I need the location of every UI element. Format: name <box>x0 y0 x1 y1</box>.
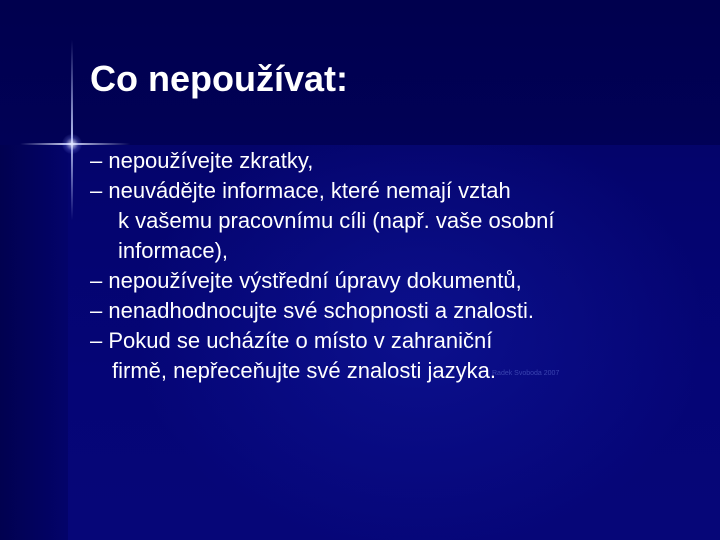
watermark: Radek Svoboda 2007 <box>492 370 560 377</box>
slide-title: Co nepoužívat: <box>90 58 348 99</box>
bullet-item-3: – nepoužívejte výstřední úpravy dokumentů, <box>90 268 522 293</box>
left-band <box>0 145 68 540</box>
bullet-item-5-continuation: firmě, nepřeceňujte své znalosti jazyka. <box>112 358 496 383</box>
bullet-item-2-continuation-2: informace), <box>118 238 229 263</box>
bullet-item-5: – Pokud se ucházíte o místo v zahraniční <box>90 328 493 353</box>
bullet-item-2: – neuvádějte informace, které nemají vztah <box>90 178 511 203</box>
bullet-item-1: – nepoužívejte zkratky, <box>90 148 314 173</box>
light-flare-vertical <box>71 40 73 220</box>
bullet-list <box>90 146 700 386</box>
light-flare-glow <box>62 134 82 154</box>
bullet-item-2-continuation-1: k vašemu pracovnímu cíli (např. vaše osobní <box>118 208 555 233</box>
bullet-item-4: – nenadhodnocujte své schopnosti a znalosti. <box>90 298 534 323</box>
